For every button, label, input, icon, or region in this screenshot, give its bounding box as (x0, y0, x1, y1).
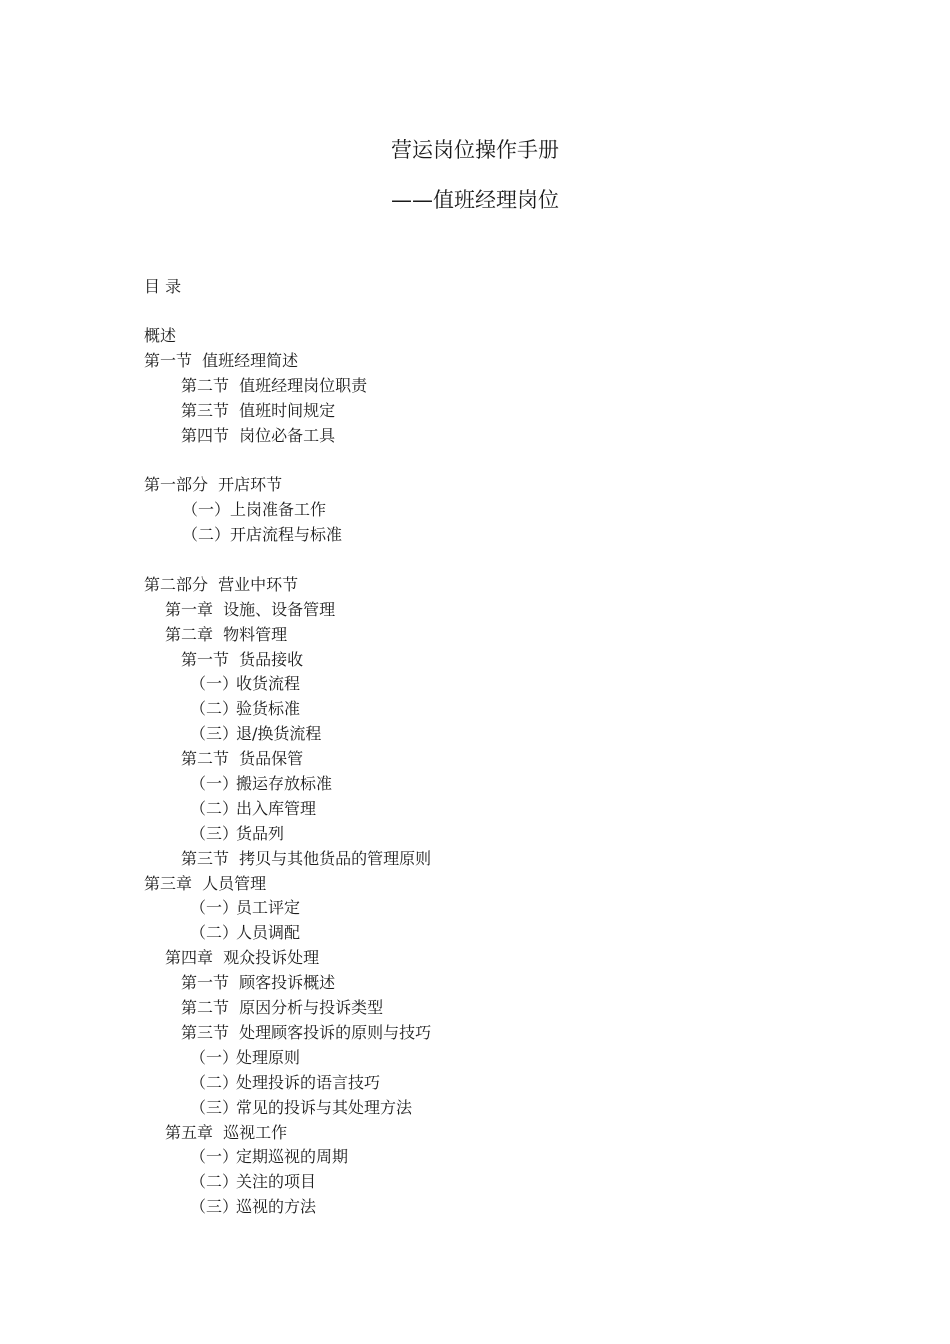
item-number: （二） (190, 1072, 239, 1092)
toc-entry-section: 第三节 拷贝与其他货品的管理原则 (181, 848, 432, 868)
toc-entry-item (144, 1071, 431, 1096)
toc-entry-section: 第一节 值班经理简述 (144, 350, 299, 370)
item-number: （一） (190, 1147, 239, 1167)
item-text: 收货流程 (236, 674, 301, 694)
toc-entry-item (144, 1145, 431, 1170)
toc-entry-item (144, 772, 431, 797)
toc-entry-section: 第四节 岗位必备工具 (181, 425, 336, 445)
toc-entry-item (144, 672, 431, 697)
item-text: 验货标准 (236, 699, 301, 719)
item-number: （二） (190, 798, 239, 818)
item-number: （二） (190, 699, 239, 719)
item-number: （三） (190, 823, 239, 843)
item-number: （三） (190, 724, 239, 744)
toc-entry-item (144, 1046, 431, 1071)
item-number: （二） (190, 1172, 239, 1192)
item-number: （二） (182, 525, 231, 545)
item-number: （一） (190, 774, 239, 794)
toc-entry-item (144, 498, 431, 523)
document-title: 营运岗位操作手册 (391, 138, 559, 162)
toc-entry-part: 第二部分 营业中环节 (144, 574, 299, 594)
toc-entry-section: 第二节 货品保管 (181, 749, 304, 769)
item-text: 开店流程与标准 (230, 525, 343, 545)
item-number: （一） (190, 898, 239, 918)
item-text: 人员调配 (236, 923, 301, 943)
item-text: 常见的投诉与其处理方法 (236, 1097, 413, 1117)
item-number: （一） (182, 500, 231, 520)
toc-entry-overview: 概述 (144, 326, 177, 345)
item-number: （二） (190, 923, 239, 943)
item-text: 员工评定 (236, 898, 301, 918)
toc-entry-section: 第三节 处理顾客投诉的原则与技巧 (181, 1022, 432, 1042)
item-text: 关注的项目 (236, 1172, 317, 1192)
toc-entry-item (144, 523, 431, 548)
table-of-contents (144, 324, 431, 1220)
toc-entry-item (144, 722, 431, 747)
document-subtitle: ——值班经理岗位 (391, 188, 559, 212)
item-text: 退/换货流程 (236, 724, 322, 744)
item-number: （一） (190, 674, 239, 694)
toc-entry-section: 第二节 值班经理岗位职责 (181, 375, 368, 395)
item-text: 搬运存放标准 (236, 774, 333, 794)
item-number: （三） (190, 1097, 239, 1117)
toc-entry-section: 第三节 值班时间规定 (181, 400, 336, 420)
toc-entry-chapter: 第四章 观众投诉处理 (165, 948, 320, 968)
item-text: 巡视的方法 (236, 1197, 317, 1217)
toc-entry-item (144, 1195, 431, 1220)
item-number: （三） (190, 1197, 239, 1217)
item-text: 处理投诉的语言技巧 (236, 1072, 381, 1092)
toc-entry-part: 第一部分 开店环节 (144, 475, 283, 495)
toc-entry-chapter: 第三章 人员管理 (144, 873, 267, 893)
toc-entry-item (144, 1096, 431, 1121)
toc-entry-section: 第一节 顾客投诉概述 (181, 973, 336, 993)
toc-entry-section: 第一节 货品接收 (181, 649, 304, 669)
toc-entry-item (144, 921, 431, 946)
toc-entry-item (144, 797, 431, 822)
toc-entry-section: 第二节 原因分析与投诉类型 (181, 998, 384, 1018)
item-number: （一） (190, 1047, 239, 1067)
toc-entry-item (144, 1170, 431, 1195)
toc-entry-chapter: 第一章 设施、设备管理 (165, 599, 336, 619)
item-text: 处理原则 (236, 1047, 301, 1067)
toc-entry-item (144, 896, 431, 921)
toc-entry-chapter: 第二章 物料管理 (165, 624, 288, 644)
item-text: 货品列 (236, 823, 285, 843)
toc-entry-item (144, 822, 431, 847)
toc-entry-item (144, 697, 431, 722)
item-text: 出入库管理 (236, 798, 317, 818)
toc-entry-chapter: 第五章 巡视工作 (165, 1122, 288, 1142)
toc-heading: 目 录 (144, 277, 182, 296)
item-text: 定期巡视的周期 (236, 1147, 349, 1167)
item-text: 上岗准备工作 (230, 500, 327, 520)
